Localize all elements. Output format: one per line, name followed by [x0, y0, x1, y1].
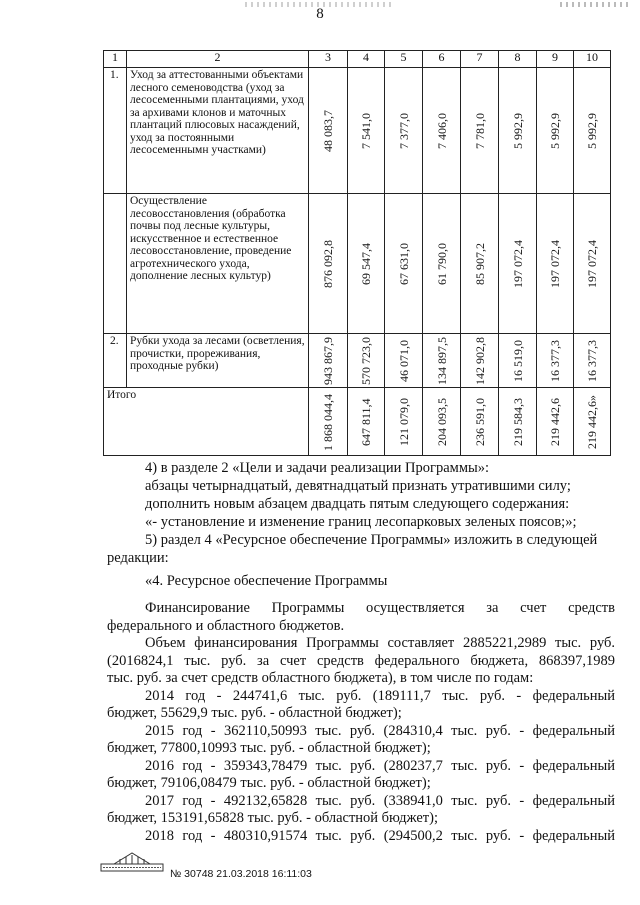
- value-text: 48 083,7: [320, 110, 335, 152]
- paragraph: абзацы четырнадцатый, девятнадцатый признать утратившими силу;: [145, 478, 571, 494]
- value-cell: [309, 68, 348, 194]
- registry-logo-icon: [100, 850, 164, 872]
- value-text: 197 072,4: [584, 240, 599, 288]
- paragraph: 2017 год - 492132,65828 тыс. руб. (338941,0 тыс. руб. - федеральный: [145, 792, 615, 809]
- amendment-text: [107, 459, 615, 567]
- header-cell: 2: [127, 51, 309, 68]
- value-text: 5 992,9: [510, 113, 525, 149]
- value-text: 5 992,9: [547, 113, 562, 149]
- row-name: Осуществление лесовосстановления (обработка почвы под лесные культуры, искусственное и естественное лесовосстановление, проведение агротехнического ухода, дополнение лесных культур): [127, 194, 309, 334]
- section-title: «4. Ресурсное обеспечение Программы: [145, 573, 388, 589]
- value-cell: [309, 334, 348, 388]
- paragraph: 2016 год - 359343,78479 тыс. руб. (280237,7 тыс. руб. - федеральный: [145, 757, 615, 774]
- value-cell: [537, 388, 574, 456]
- table-row-total: [104, 388, 611, 456]
- value-cell: [385, 68, 423, 194]
- value-cell: [461, 388, 499, 456]
- value-text: 943 867,9: [320, 337, 335, 385]
- header-cell: 10: [574, 51, 611, 68]
- header-cell: 3: [309, 51, 348, 68]
- value-cell: [385, 388, 423, 456]
- funding-text: [107, 600, 615, 845]
- value-text: 219 584,3: [510, 398, 525, 446]
- value-text: 85 907,2: [472, 243, 487, 285]
- value-cell: [499, 334, 537, 388]
- value-cell: [423, 334, 461, 388]
- value-text: 16 377,3: [584, 340, 599, 382]
- value-cell: [309, 194, 348, 334]
- paragraph: тыс. руб. за счет средств областного бюджета), в том числе по годам:: [107, 670, 534, 686]
- table-row: [104, 68, 611, 194]
- value-text: 67 631,0: [396, 243, 411, 285]
- value-cell: [348, 334, 385, 388]
- paragraph: (2016824,1 тыс. руб. за счет средств федерального бюджета, 868397,1989: [107, 652, 615, 669]
- value-text: 142 902,8: [472, 337, 487, 385]
- value-cell: [574, 334, 611, 388]
- header-cell: 9: [537, 51, 574, 68]
- row-name: Рубки ухода за лесами (осветления, прочистки, прореживания, проходные рубки): [127, 334, 309, 388]
- table-header-row: [104, 51, 611, 68]
- page-number: 8: [316, 6, 324, 22]
- value-cell: [385, 194, 423, 334]
- value-cell: [537, 334, 574, 388]
- value-cell: [499, 194, 537, 334]
- value-text: 7 406,0: [434, 113, 449, 149]
- paragraph: 4) в разделе 2 «Цели и задачи реализации Программы»:: [145, 460, 490, 476]
- total-label: Итого: [104, 388, 309, 456]
- value-text: 236 591,0: [472, 398, 487, 446]
- value-cell: [423, 194, 461, 334]
- value-cell: [461, 334, 499, 388]
- value-text: 69 547,4: [358, 243, 373, 285]
- value-cell: [499, 388, 537, 456]
- header-cell: 6: [423, 51, 461, 68]
- paragraph: федерального и областного бюджетов.: [107, 617, 345, 634]
- value-text: 1 868 044,4: [320, 393, 335, 451]
- header-cell: 8: [499, 51, 537, 68]
- registration-stamp: № 30748 21.03.2018 16:11:03: [170, 868, 312, 880]
- value-text: 7 781,0: [472, 113, 487, 149]
- paragraph: бюджет, 153191,65828 тыс. руб. - областной бюджет);: [107, 810, 438, 826]
- value-text: 61 790,0: [434, 243, 449, 285]
- value-cell: [537, 194, 574, 334]
- value-text: 121 079,0: [396, 398, 411, 446]
- value-text: 204 093,5: [434, 398, 449, 446]
- paragraph: дополнить новым абзацем двадцать пятым следующего содержания:: [145, 496, 570, 512]
- paragraph: Объем финансирования Программы составляет 2885221,2989 тыс. руб.: [145, 635, 615, 651]
- value-cell: [574, 388, 611, 456]
- value-text: 219 442,6»: [584, 395, 599, 449]
- value-text: 197 072,4: [547, 240, 562, 288]
- paragraph: бюджет, 77800,10993 тыс. руб. - областной бюджет);: [107, 740, 431, 756]
- value-cell: [461, 194, 499, 334]
- paragraph: 2015 год - 362110,50993 тыс. руб. (284310,4 тыс. руб. - федеральный: [145, 722, 615, 739]
- row-name: Уход за аттестованными объектами лесного семеноводства (уход за лесосеменными плантациями, уход за архивами клонов и маточных плантаций плюсовых насаждений, уход за постоянными лесосеменнымн участками): [127, 68, 309, 194]
- value-text: 134 897,5: [434, 337, 449, 385]
- value-text: 876 092,8: [320, 240, 335, 288]
- value-text: 7 377,0: [396, 113, 411, 149]
- section-heading: [107, 572, 615, 590]
- value-text: 5 992,9: [584, 113, 599, 149]
- paragraph: 2018 год - 480310,91574 тыс. руб. (294500,2 тыс. руб. - федеральный: [145, 827, 615, 844]
- value-text: 647 811,4: [358, 398, 373, 446]
- value-cell: [348, 68, 385, 194]
- value-cell: [348, 194, 385, 334]
- funding-table: [103, 50, 611, 456]
- value-cell: [574, 194, 611, 334]
- paragraph: бюджет, 55629,9 тыс. руб. - областной бюджет);: [107, 705, 402, 721]
- header-cell: 7: [461, 51, 499, 68]
- paragraph: Финансирование Программы осуществляется за счет средств: [145, 600, 615, 616]
- value-text: 570 723,0: [358, 337, 373, 385]
- paragraph: 5) раздел 4 «Ресурсное обеспечение Программы» изложить в следующей: [145, 532, 598, 548]
- value-text: 16 377,3: [547, 340, 562, 382]
- value-cell: [499, 68, 537, 194]
- row-number: 1.: [104, 68, 127, 194]
- paragraph: бюджет, 79106,08479 тыс. руб. - областной бюджет);: [107, 775, 431, 791]
- value-cell: [423, 68, 461, 194]
- value-cell: [309, 388, 348, 456]
- value-cell: [537, 68, 574, 194]
- table-row: [104, 194, 611, 334]
- row-number: [104, 194, 127, 334]
- value-cell: [574, 68, 611, 194]
- value-text: 16 519,0: [510, 340, 525, 382]
- value-text: 197 072,4: [510, 240, 525, 288]
- value-text: 7 541,0: [358, 113, 373, 149]
- table-row: [104, 334, 611, 388]
- row-number: 2.: [104, 334, 127, 388]
- header-cell: 4: [348, 51, 385, 68]
- header-cell: 1: [104, 51, 127, 68]
- value-cell: [423, 388, 461, 456]
- header-cell: 5: [385, 51, 423, 68]
- value-cell: [461, 68, 499, 194]
- paragraph: редакции:: [107, 550, 169, 566]
- paragraph: «- установление и изменение границ лесопарковых зеленых поясов;»;: [145, 514, 577, 530]
- value-cell: [385, 334, 423, 388]
- value-text: 219 442,6: [547, 398, 562, 446]
- paragraph: 2014 год - 244741,6 тыс. руб. (189111,7 тыс. руб. - федеральный: [145, 687, 615, 704]
- value-text: 46 071,0: [396, 340, 411, 382]
- value-cell: [348, 388, 385, 456]
